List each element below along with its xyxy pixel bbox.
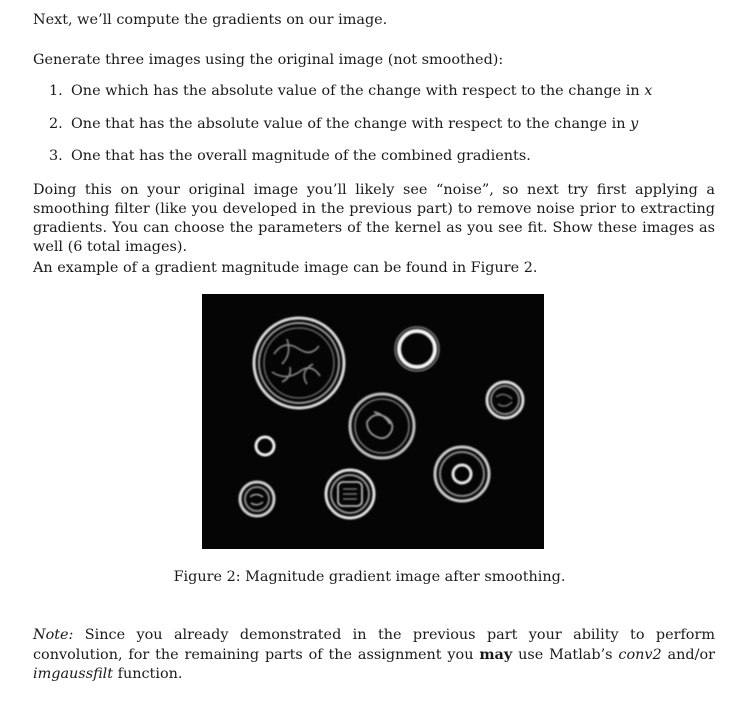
list-item-text: One which has the absolute value of the change with respect to the change in: [71, 83, 645, 99]
note-text-1: Since you already demonstrated in the previous part your ability to perform convolution, for the remaining parts of the assignment you: [33, 627, 715, 663]
note-text-3: and/or: [661, 647, 715, 663]
list-item: [49, 83, 652, 99]
note-bold-may: may: [479, 646, 513, 663]
list-item-text: One that has the absolute value of the change with respect to the change in: [71, 116, 631, 132]
list-item: [49, 116, 638, 132]
intro-text: Next, we’ll compute the gradients on our image.: [33, 12, 388, 28]
list-number: 3.: [49, 148, 63, 164]
generate-text: Generate three images using the original image (not smoothed):: [33, 52, 504, 68]
list-number: 1.: [49, 83, 63, 99]
note-func-conv2: conv2: [618, 647, 662, 663]
ring-small-left: [256, 437, 274, 455]
ring-lower-right: [435, 447, 489, 501]
list-item: [49, 148, 531, 164]
ring-bottom-left: [240, 482, 274, 516]
figure-caption: Figure 2: Magnitude gradient image after smoothing.: [173, 569, 566, 585]
note-label: Note:: [33, 627, 74, 643]
list-item-text: One that has the overall magnitude of the combined gradients.: [71, 148, 531, 164]
smoothing-paragraph: Doing this on your original image you’ll likely see “noise”, so next try first applying a smoothing filter (like you developed in the previous part) to remove noise prior to extracting gradients. You can choose the parameters of the kernel as you see fit. Show these images as well (6 total images).: [33, 182, 715, 255]
note-text-2: use Matlab’s: [512, 647, 619, 663]
ring-top-white: [395, 327, 439, 371]
ring-large-left: [254, 318, 344, 408]
note-paragraph: [33, 626, 715, 684]
ring-center: [350, 394, 414, 458]
math-variable-y: y: [630, 116, 639, 132]
note-func-imgaussfilt: imgaussfilt: [33, 666, 114, 682]
note-text-4: function.: [113, 666, 183, 682]
ring-bottom-center: [326, 470, 374, 518]
list-number: 2.: [49, 116, 63, 132]
gradient-rings-graphic: [202, 294, 544, 549]
example-text: An example of a gradient magnitude image can be found in Figure 2.: [33, 260, 538, 276]
ring-right: [487, 382, 523, 418]
gradient-figure-image: [202, 294, 544, 549]
math-variable-x: x: [644, 83, 653, 99]
